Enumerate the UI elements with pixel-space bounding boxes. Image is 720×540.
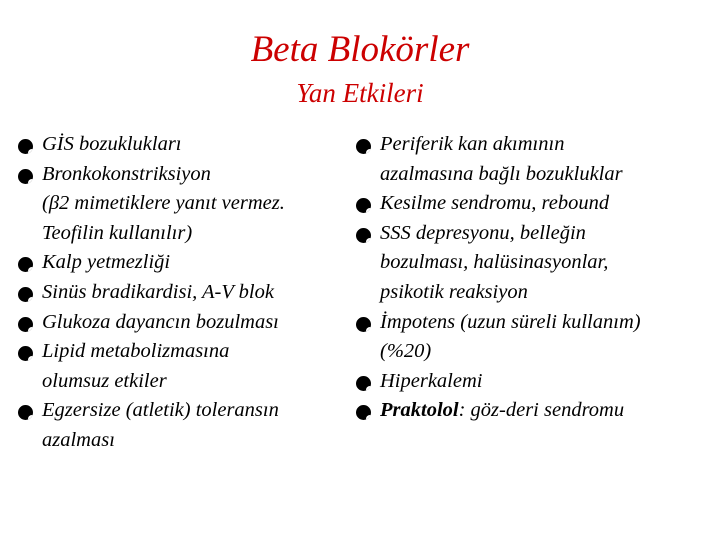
circle-bullet-icon: [356, 228, 371, 243]
left-column: [18, 130, 368, 456]
slide-title: Beta Blokörler: [250, 29, 470, 70]
circle-bullet-icon: [18, 257, 33, 272]
circle-bullet-icon: [18, 169, 33, 184]
circle-bullet-icon: [18, 139, 33, 154]
circle-bullet-icon: [356, 376, 371, 391]
circle-bullet-icon: [18, 317, 33, 332]
list-item: Sinüs bradikardisi, A-V blok: [18, 278, 368, 308]
drug-name: Praktolol: [380, 399, 459, 422]
circle-bullet-icon: [18, 346, 33, 361]
circle-bullet-icon: [18, 287, 33, 302]
list-item: GİS bozuklukları: [18, 130, 368, 160]
list-item: Kesilme sendromu, rebound: [356, 189, 718, 219]
circle-bullet-icon: [356, 198, 371, 213]
circle-bullet-icon: [356, 139, 371, 154]
list-item: Hiperkalemi: [356, 367, 718, 397]
list-item: Egzersize (atletik) toleransın azalması: [18, 396, 368, 455]
list-item: Glukoza dayancın bozulması: [18, 308, 368, 338]
circle-bullet-icon: [356, 405, 371, 420]
circle-bullet-icon: [18, 405, 33, 420]
slide-subtitle: Yan Etkileri: [296, 78, 424, 108]
list-item: İmpotens (uzun süreli kullanım) (%20): [356, 308, 718, 367]
circle-bullet-icon: [356, 317, 371, 332]
list-item: Lipid metabolizmasına olumsuz etkiler: [18, 337, 368, 396]
list-item: Kalp yetmezliği: [18, 248, 368, 278]
list-item: [356, 396, 718, 426]
side-effect-text: : göz-deri sendromu: [458, 399, 625, 422]
list-item: Bronkokonstriksiyon (β2 mimetiklere yanıt vermez. Teofilin kullanılır): [18, 160, 368, 249]
list-item: SSS depresyonu, belleğin bozulması, halüsinasyonlar, psikotik reaksiyon: [356, 219, 718, 308]
list-item: Periferik kan akımının azalmasına bağlı bozukluklar: [356, 130, 718, 189]
right-column: [356, 130, 718, 426]
